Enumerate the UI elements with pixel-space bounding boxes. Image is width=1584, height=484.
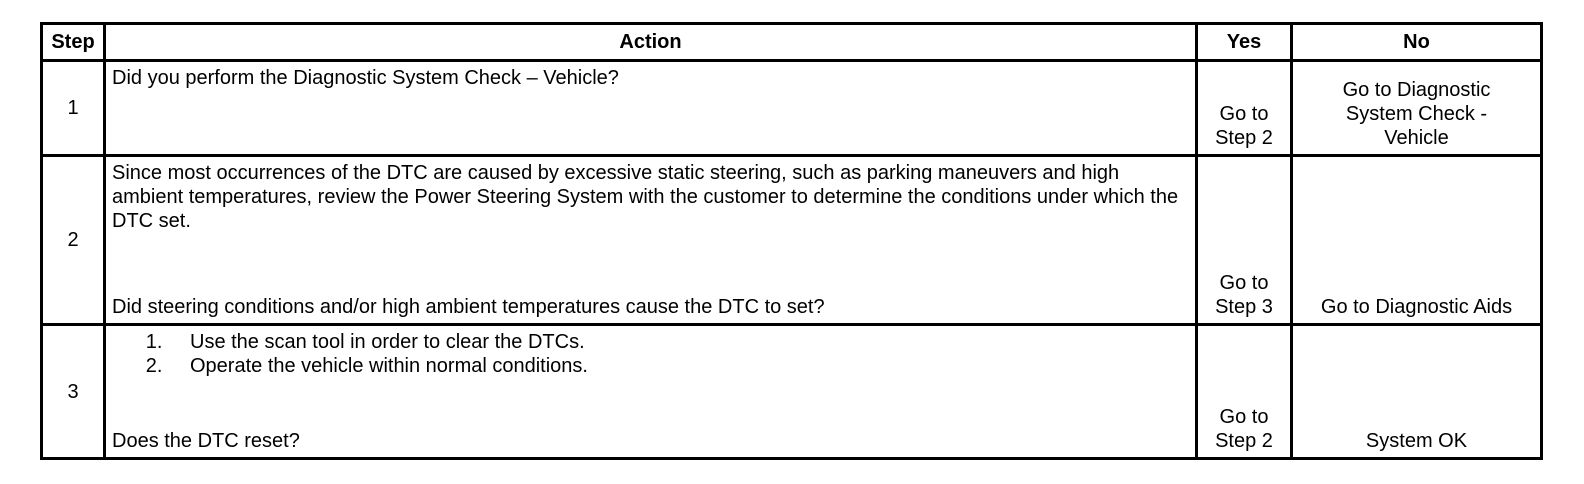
yes-cell xyxy=(1197,61,1292,156)
yes-cell xyxy=(1197,325,1292,459)
yes-outcome: Go to Step 3 xyxy=(1215,272,1273,318)
no-cell xyxy=(1292,156,1542,325)
no-outcome: Go to Diagnostic System Check - Vehicle xyxy=(1342,79,1491,149)
yes-outcome: Go to Step 2 xyxy=(1215,406,1273,452)
header-no: No xyxy=(1292,24,1542,61)
list-item: 2. Operate the vehicle within normal conditions. xyxy=(168,354,1189,378)
action-block xyxy=(112,161,1189,323)
action-question: Does the DTC reset? xyxy=(112,430,300,452)
no-outcome: System OK xyxy=(1365,430,1468,452)
header-yes: Yes xyxy=(1197,24,1292,61)
action-block xyxy=(112,330,1189,457)
step-number: 3 xyxy=(42,325,105,459)
no-cell xyxy=(1292,325,1542,459)
step-number: 2 xyxy=(42,156,105,325)
header-action: Action xyxy=(105,24,1197,61)
header-step: Step xyxy=(42,24,105,61)
list-item: 1. Use the scan tool in order to clear the DTCs. xyxy=(168,330,1189,354)
no-outcome: Go to Diagnostic Aids xyxy=(1320,296,1513,318)
table-row-step-3 xyxy=(42,325,1542,459)
no-cell xyxy=(1292,61,1542,156)
action-question: Did steering conditions and/or high ambient temperatures cause the DTC to set? xyxy=(112,296,825,318)
action-cell xyxy=(105,325,1197,459)
diagnostic-table xyxy=(40,22,1543,460)
table-row-step-2 xyxy=(42,156,1542,325)
table-row-step-1 xyxy=(42,61,1542,156)
table-header-row xyxy=(42,24,1542,61)
action-text: Did you perform the Diagnostic System Check – Vehicle? xyxy=(112,67,619,89)
action-steps-list xyxy=(112,330,1189,378)
yes-outcome: Go to Step 2 xyxy=(1215,103,1273,149)
step-number: 1 xyxy=(42,61,105,156)
action-cell xyxy=(105,156,1197,325)
yes-cell xyxy=(1197,156,1292,325)
action-text: Since most occurrences of the DTC are caused by excessive static steering, such as parking maneuvers and high ambient temperatures, review the Power Steering System with the customer to determine the conditions under which the DTC set. xyxy=(112,162,1179,232)
action-cell xyxy=(105,61,1197,156)
